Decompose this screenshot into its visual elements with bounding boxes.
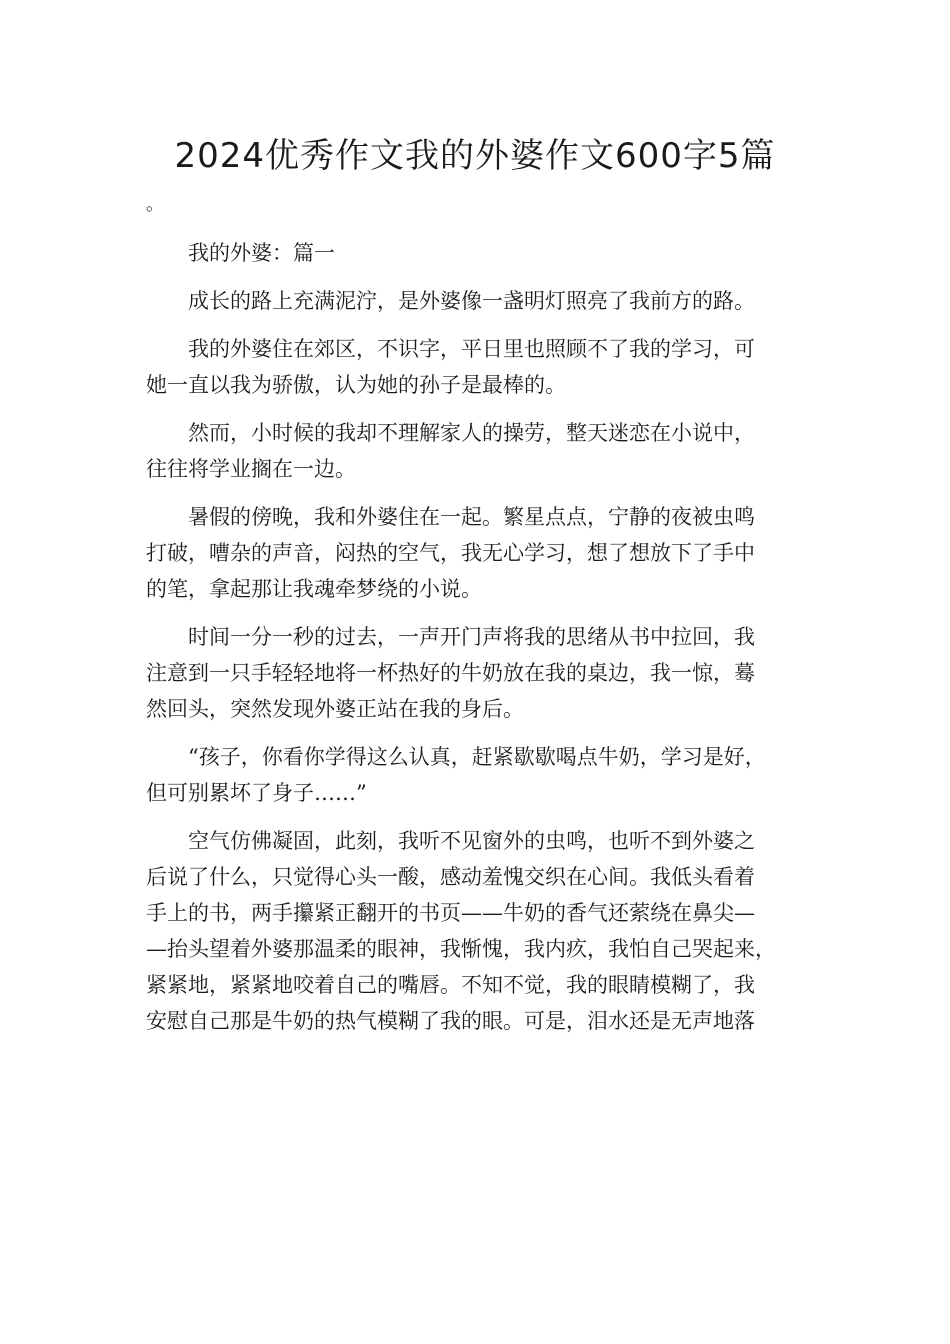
text-line: 的笔，拿起那让我魂牵梦绕的小说。 <box>146 577 482 601</box>
paragraph <box>146 739 826 811</box>
paragraph <box>146 823 826 1039</box>
paragraph <box>146 619 826 727</box>
document-body <box>146 235 826 1039</box>
text-line: 我的外婆：篇一 <box>188 241 335 265</box>
text-line: 往往将学业搁在一边。 <box>146 457 356 481</box>
text-line: 注意到一只手轻轻地将一杯热好的牛奶放在我的桌边，我一惊，蓦 <box>146 661 755 685</box>
text-line: 空气仿佛凝固，此刻，我听不见窗外的虫鸣，也听不到外婆之 <box>188 829 755 853</box>
text-line: 时间一分一秒的过去，一声开门声将我的思绪从书中拉回，我 <box>188 625 755 649</box>
text-line: 成长的路上充满泥泞，是外婆像一盏明灯照亮了我前方的路。 <box>188 289 755 313</box>
paragraph <box>146 415 826 487</box>
text-line: 紧紧地，紧紧地咬着自己的嘴唇。不知不觉，我的眼睛模糊了，我 <box>146 973 755 997</box>
paragraph <box>146 499 826 607</box>
text-line: 暑假的傍晚，我和外婆住在一起。繁星点点，宁静的夜被虫鸣 <box>188 505 755 529</box>
text-line: 她一直以我为骄傲，认为她的孙子是最棒的。 <box>146 373 566 397</box>
text-line: 然回头，突然发现外婆正站在我的身后。 <box>146 697 524 721</box>
text-line: 安慰自己那是牛奶的热气模糊了我的眼。可是，泪水还是无声地落 <box>146 1009 755 1033</box>
text-line: 然而，小时候的我却不理解家人的操劳，整天迷恋在小说中， <box>188 421 755 445</box>
leading-mark: 。 <box>146 194 164 215</box>
text-line: 但可别累坏了身子……” <box>146 781 367 805</box>
text-line: “孩子，你看你学得这么认真，赶紧歇歇喝点牛奶，学习是好， <box>188 745 766 769</box>
document-title: 2024优秀作文我的外婆作文600字5篇 <box>174 136 776 176</box>
paragraph <box>146 283 826 319</box>
text-line: 手上的书，两手攥紧正翻开的书页——牛奶的香气还萦绕在鼻尖— <box>146 901 755 925</box>
paragraph <box>146 331 826 403</box>
section-heading <box>146 235 826 271</box>
text-line: —抬头望着外婆那温柔的眼神，我惭愧，我内疚，我怕自己哭起来， <box>146 937 776 961</box>
text-line: 后说了什么，只觉得心头一酸，感动羞愧交织在心间。我低头看着 <box>146 865 755 889</box>
text-line: 打破，嘈杂的声音，闷热的空气，我无心学习，想了想放下了手中 <box>146 541 755 565</box>
text-line: 我的外婆住在郊区，不识字，平日里也照顾不了我的学习，可 <box>188 337 755 361</box>
